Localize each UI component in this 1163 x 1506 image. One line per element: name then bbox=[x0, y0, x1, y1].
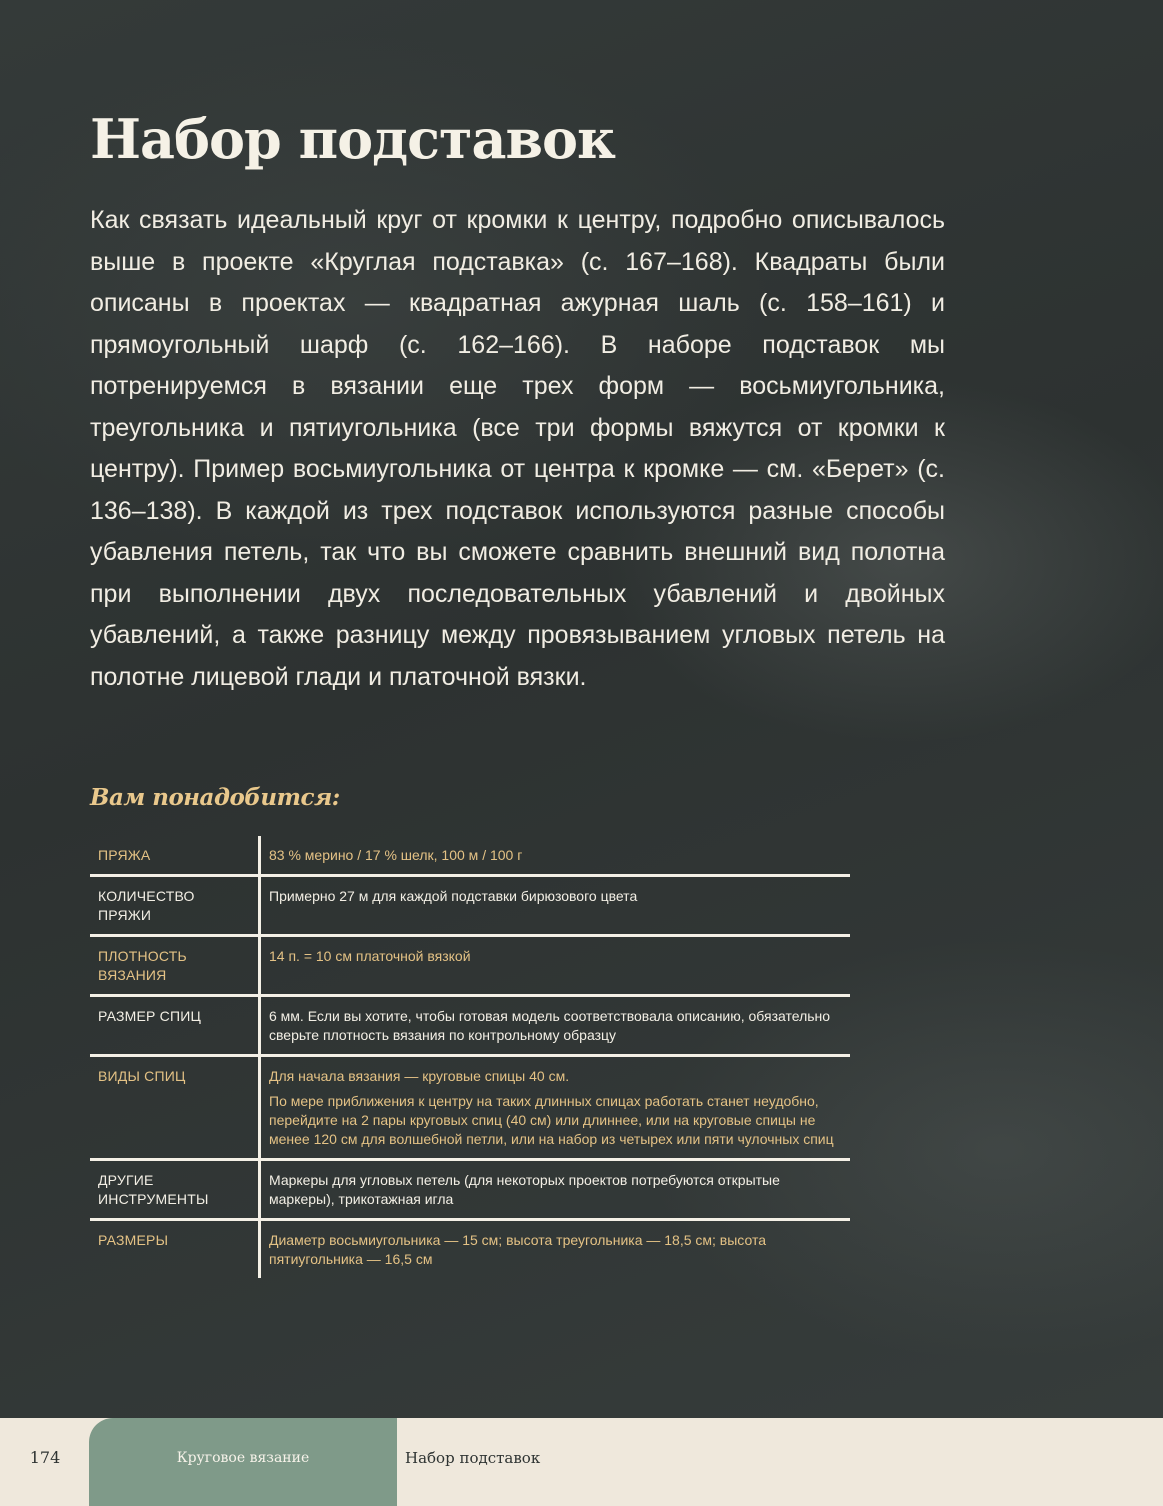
dimensions-value: Диаметр восьмиугольника — 15 см; высота треугольника — 18,5 см; высота пятиугольника — 16,5 см bbox=[269, 1232, 766, 1267]
materials-table bbox=[90, 836, 850, 1278]
chapter-tab: Круговое вязание bbox=[89, 1418, 397, 1506]
amount-value: Примерно 27 м для каждой подставки бирюзового цвета bbox=[260, 876, 851, 936]
needle-types-value-2: По мере приближения к центру на таких длинных спицах работать станет неудобно, перейдите на 2 пары круговых спиц (40 см) или длиннее, или на круговые спицы не менее 120 см для волшебной петли, или на набор из четырех или пяти чулочных спиц bbox=[269, 1093, 834, 1147]
section-title: Набор подставок bbox=[405, 1449, 541, 1467]
table-row bbox=[90, 1160, 850, 1220]
gauge-value: 14 п. = 10 см платочной вязкой bbox=[260, 936, 851, 996]
intro-paragraph: Как связать идеальный круг от кромки к центру, подробно описывалось выше в проекте «Круглая подставка» (с. 167–168). Квадраты были описаны в проектах — квадратная ажурная шаль (с. 158–161) и прямоугольный шарф (с. 162–166). В наборе подставок мы потренируемся в вязании еще трех форм — восьмиугольника, треугольника и пятиугольника (все три формы вяжутся от кромки к центру). Пример восьмиугольника от центра к кромке — см. «Берет» (с. 136–138). В каждой из трех подставок используются разные способы убавления петель, так что вы сможете сравнить внешний вид полотна при выполнении двух последовательных убавлений и двойных убавлений, а также разницу между провязыванием угловых петель на полотне лицевой глади и платочной вязки. bbox=[90, 206, 945, 691]
table-row bbox=[90, 876, 850, 936]
dimensions-label: РАЗМЕРЫ bbox=[90, 1220, 260, 1279]
gauge-label: ПЛОТНОСТЬ ВЯЗАНИЯ bbox=[90, 936, 260, 996]
needle-size-label: РАЗМЕР СПИЦ bbox=[90, 996, 260, 1056]
table-row bbox=[90, 836, 850, 876]
amount-label: КОЛИЧЕСТВО ПРЯЖИ bbox=[90, 876, 260, 936]
tools-value: Маркеры для угловых петель (для некоторых проектов потребуются открытые маркеры), трикотажная игла bbox=[260, 1160, 851, 1220]
materials-heading: Вам понадобится: bbox=[90, 784, 340, 811]
needle-types-cell bbox=[260, 1056, 851, 1160]
tools-label: ДРУГИЕ ИНСТРУМЕНТЫ bbox=[90, 1160, 260, 1220]
table-row bbox=[90, 936, 850, 996]
needle-size-value: 6 мм. Если вы хотите, чтобы готовая модель соответствовала описанию, обязательно сверьте плотность вязания по контрольному образцу bbox=[260, 996, 851, 1056]
table-row bbox=[90, 1056, 850, 1160]
page-title: Набор подставок bbox=[90, 107, 615, 171]
table-row bbox=[90, 996, 850, 1056]
needle-types-label: ВИДЫ СПИЦ bbox=[90, 1056, 260, 1160]
table-row bbox=[90, 1220, 850, 1279]
page-number: 174 bbox=[29, 1448, 61, 1467]
needle-types-value-1: Для начала вязания — круговые спицы 40 см. bbox=[269, 1068, 570, 1084]
yarn-label: ПРЯЖА bbox=[90, 836, 260, 876]
yarn-value: 83 % мерино / 17 % шелк, 100 м / 100 г bbox=[260, 836, 851, 876]
page-footer bbox=[0, 1418, 1163, 1506]
